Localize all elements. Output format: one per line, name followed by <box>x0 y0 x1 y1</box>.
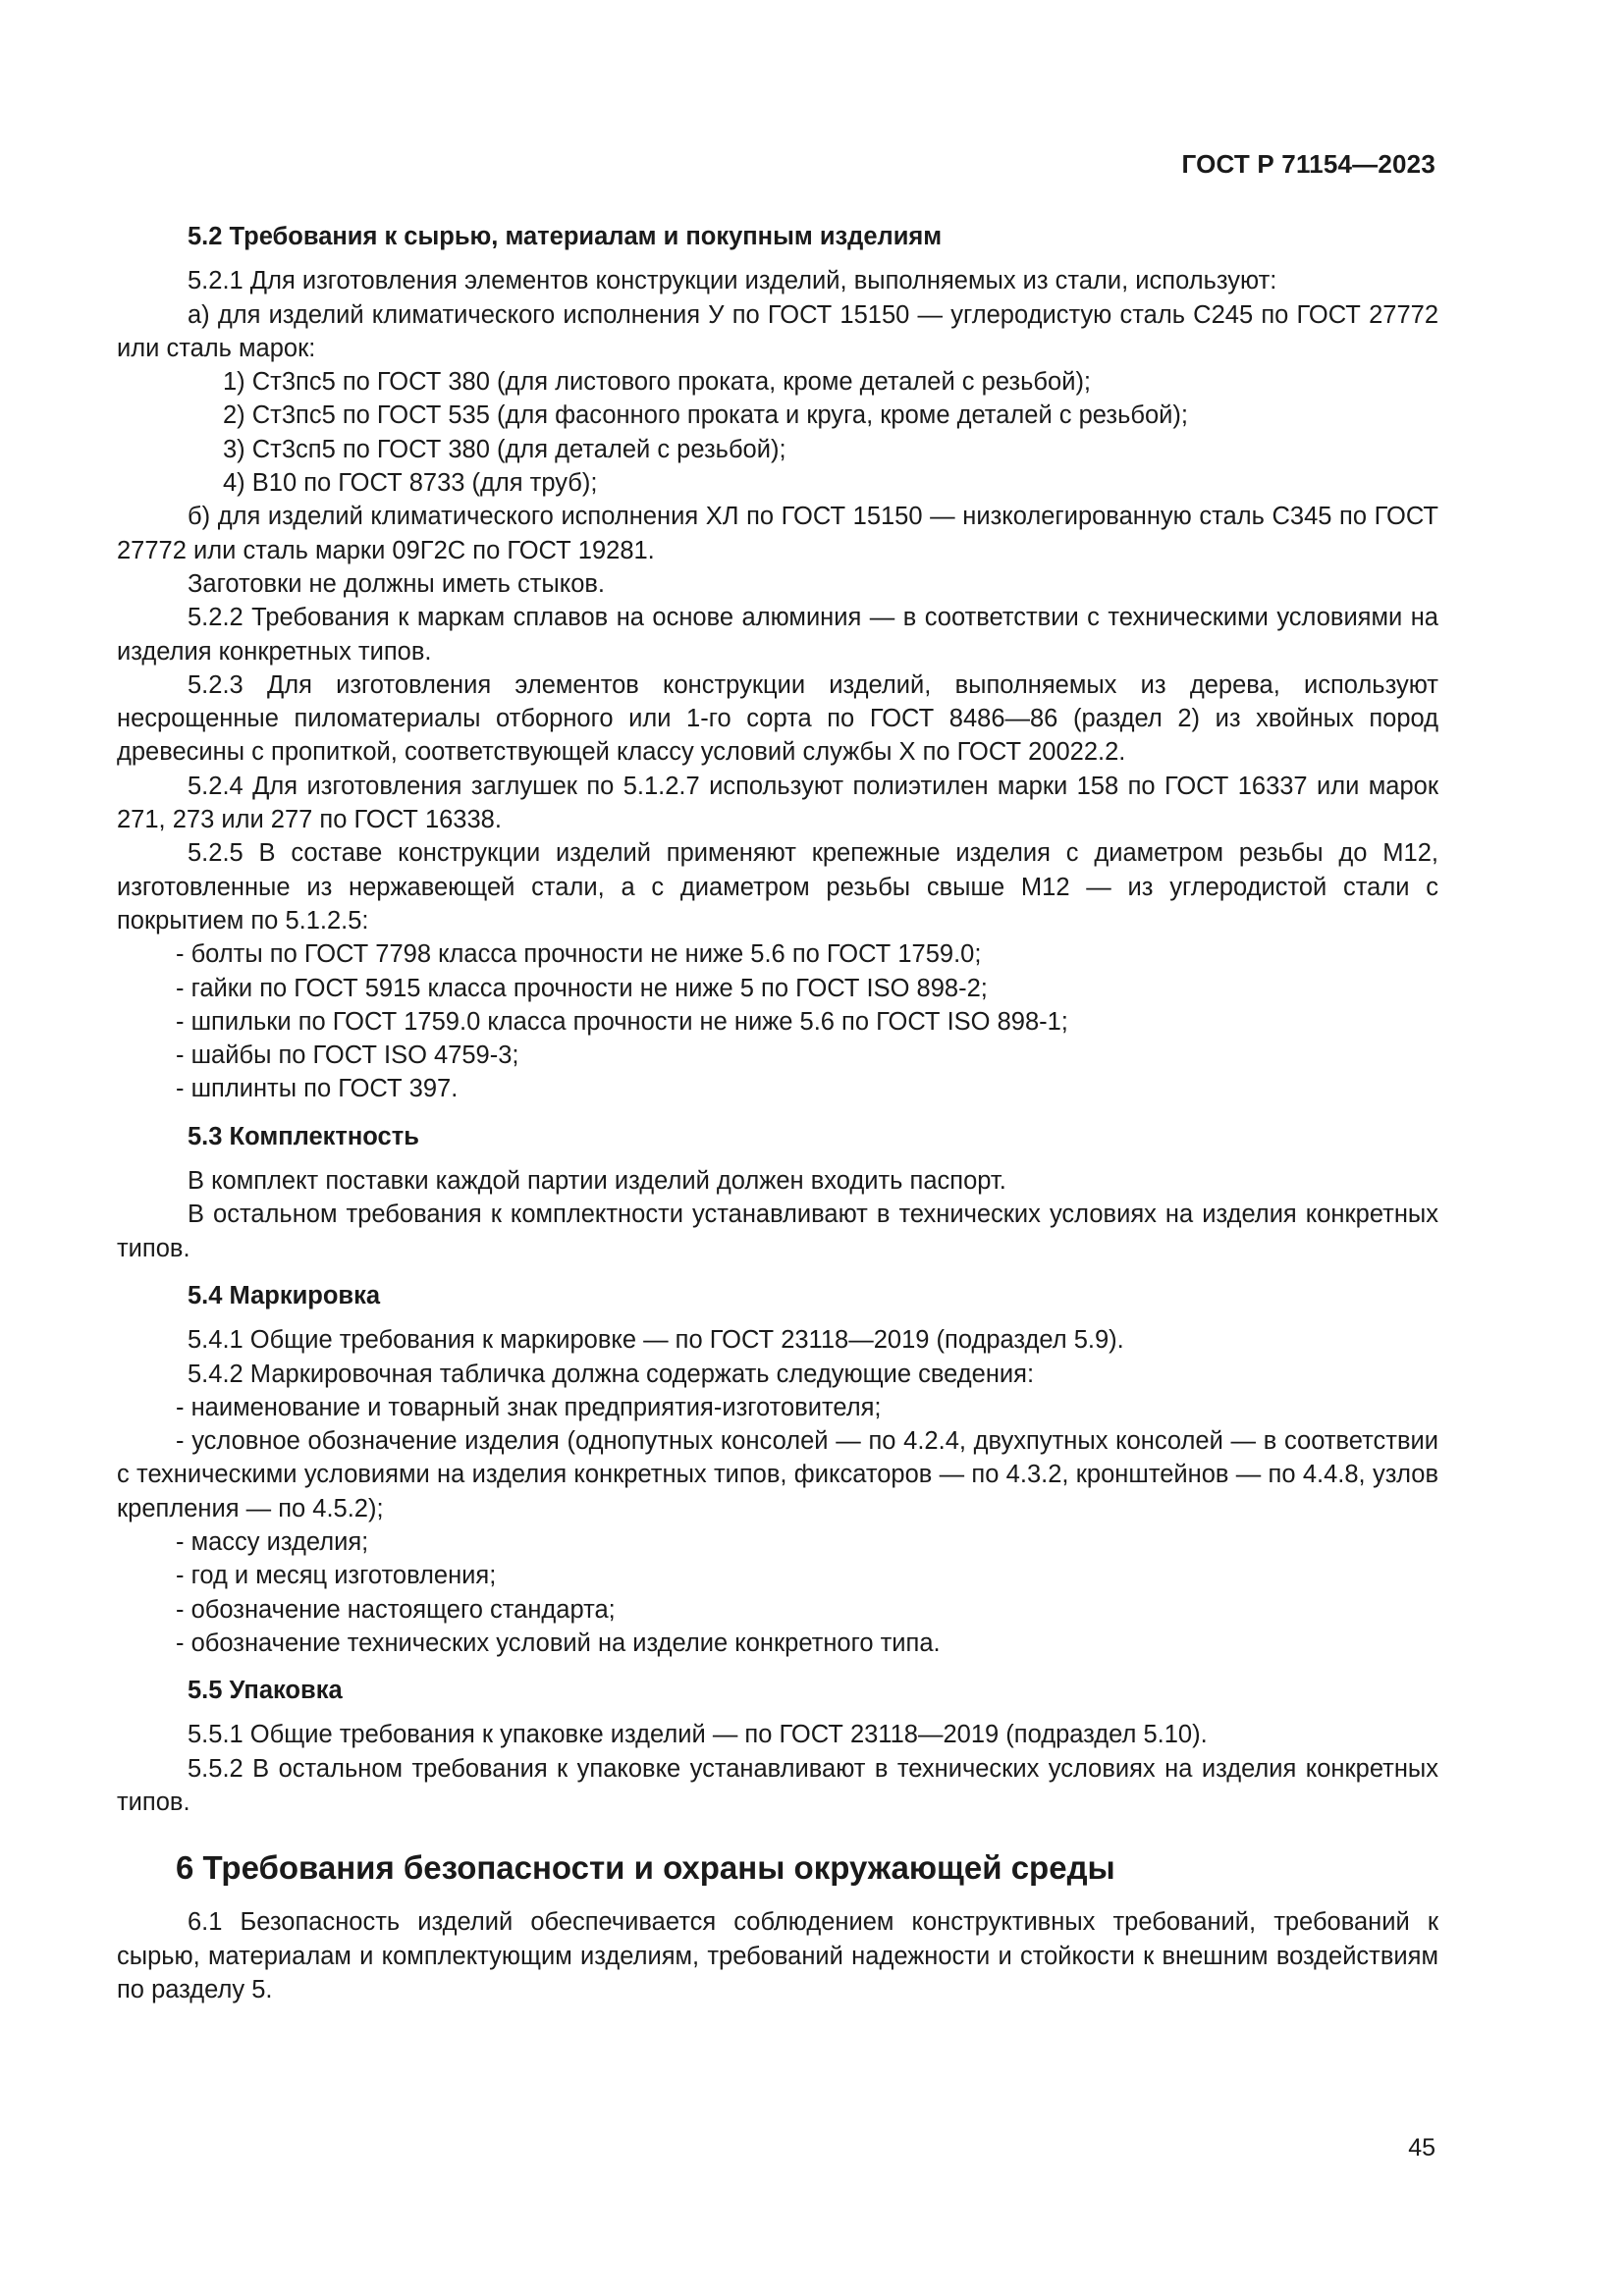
list-item: - массу изделия; <box>176 1527 369 1556</box>
section-heading-5-4: 5.4 Маркировка <box>188 1281 381 1309</box>
paragraph-5-4-1: 5.4.1 Общие требования к маркировке — по ГОСТ 23118—2019 (подраздел 5.9). <box>188 1326 1124 1355</box>
list-item: - обозначение настоящего стандарта; <box>176 1595 616 1624</box>
list-item: - год и месяц изготовления; <box>176 1562 497 1590</box>
list-item: - шплинты по ГОСТ 397. <box>176 1075 459 1103</box>
paragraph-5-2-3: 5.2.3 Для изготовления элементов конструкции изделий, выполняемых из дерева, используют несрощенные пиломатериалы отборного или 1-го сорта по ГОСТ 8486—86 (раздел 2) из хвойных пород древесины с пропиткой, соответствующей классу условий службы Х по ГОСТ 20022.2. <box>117 670 1438 767</box>
paragraph-6-1: 6.1 Безопасность изделий обеспечивается соблюдением конструктивных требований, требований к сырью, материалам и комплектующим изделиям, требований надежности и стойкости к внешним воздействиям по разделу 5. <box>117 1908 1438 2003</box>
paragraph-5-2-1-a: а) для изделий климатического исполнения У по ГОСТ 15150 — углеродистую сталь С245 по ГОСТ 27772 или сталь марок: <box>117 300 1438 362</box>
list-item: - болты по ГОСТ 7798 класса прочности не ниже 5.6 по ГОСТ 1759.0; <box>176 940 982 969</box>
page-body <box>117 220 1438 2006</box>
paragraph-5-5-1: 5.5.1 Общие требования к упаковке изделий — по ГОСТ 23118—2019 (подраздел 5.10). <box>188 1721 1208 1749</box>
paragraph-5-3-1: В комплект поставки каждой партии изделий должен входить паспорт. <box>188 1167 1006 1196</box>
document-designation: ГОСТ Р 71154—2023 <box>1181 149 1435 179</box>
list-item: 1) Ст3пс5 по ГОСТ 380 (для листового проката, кроме деталей с резьбой); <box>223 368 1092 397</box>
list-item: - наименование и товарный знак предприятия-изготовителя; <box>176 1393 882 1421</box>
paragraph-5-3-2: В остальном требования к комплектности устанавливают в технических условиях на изделия конкретных типов. <box>117 1201 1438 1262</box>
page-number: 45 <box>1408 2134 1435 2162</box>
list-item: 3) Ст3сп5 по ГОСТ 380 (для деталей с резьбой); <box>223 435 786 463</box>
section-heading-6: 6 Требования безопасности и охраны окружающей среды <box>176 1849 1115 1887</box>
section-heading-5-3: 5.3 Комплектность <box>188 1122 419 1150</box>
paragraph-5-2-5: 5.2.5 В составе конструкции изделий применяют крепежные изделия с диаметром резьбы до М12, изготовленные из нержавеющей стали, а с диаметром резьбы свыше М12 — из углеродистой стали с покрытием по 5.1.2.5: <box>117 839 1438 934</box>
list-item: - условное обозначение изделия (однопутных консолей — по 4.2.4, двухпутных консолей — в соответствии с техническими условиями на изделия конкретных типов, фиксаторов — по 4.3.2, кронштейнов — по 4.4.8, узлов крепления — по 4.5.2); <box>117 1427 1438 1522</box>
paragraph-5-2-2: 5.2.2 Требования к маркам сплавов на основе алюминия — в соответствии с техническими условиями на изделия конкретных типов. <box>117 604 1438 666</box>
list-item: - гайки по ГОСТ 5915 класса прочности не ниже 5 по ГОСТ ISO 898-2; <box>176 974 988 1002</box>
paragraph-5-5-2: 5.5.2 В остальном требования к упаковке устанавливают в технических условиях на изделия конкретных типов. <box>117 1754 1438 1817</box>
list-item: - шайбы по ГОСТ ISO 4759-3; <box>176 1041 519 1070</box>
section-heading-5-5: 5.5 Упаковка <box>188 1677 343 1705</box>
paragraph-5-2-1: 5.2.1 Для изготовления элементов конструкции изделий, выполняемых из стали, используют: <box>188 267 1277 295</box>
list-item: - обозначение технических условий на изделие конкретного типа. <box>176 1629 941 1657</box>
paragraph-5-4-2: 5.4.2 Маркировочная табличка должна содержать следующие сведения: <box>188 1360 1035 1388</box>
paragraph-5-2-1-b: б) для изделий климатического исполнения ХЛ по ГОСТ 15150 — низколегированную сталь С345 по ГОСТ 27772 или сталь марки 09Г2С по ГОСТ 19281. <box>117 503 1438 564</box>
section-heading-5-2: 5.2 Требования к сырью, материалам и покупным изделиям <box>188 223 943 250</box>
paragraph-5-2-4: 5.2.4 Для изготовления заглушек по 5.1.2.7 используют полиэтилен марки 158 по ГОСТ 16337 или марок 271, 273 или 277 по ГОСТ 16338. <box>117 772 1438 834</box>
paragraph-5-2-1-c: Заготовки не должны иметь стыков. <box>188 569 606 598</box>
list-item: 2) Ст3пс5 по ГОСТ 535 (для фасонного проката и круга, кроме деталей с резьбой); <box>223 401 1188 430</box>
list-item: 4) В10 по ГОСТ 8733 (для труб); <box>223 469 598 498</box>
list-item: - шпильки по ГОСТ 1759.0 класса прочности не ниже 5.6 по ГОСТ ISO 898-1; <box>176 1007 1068 1036</box>
